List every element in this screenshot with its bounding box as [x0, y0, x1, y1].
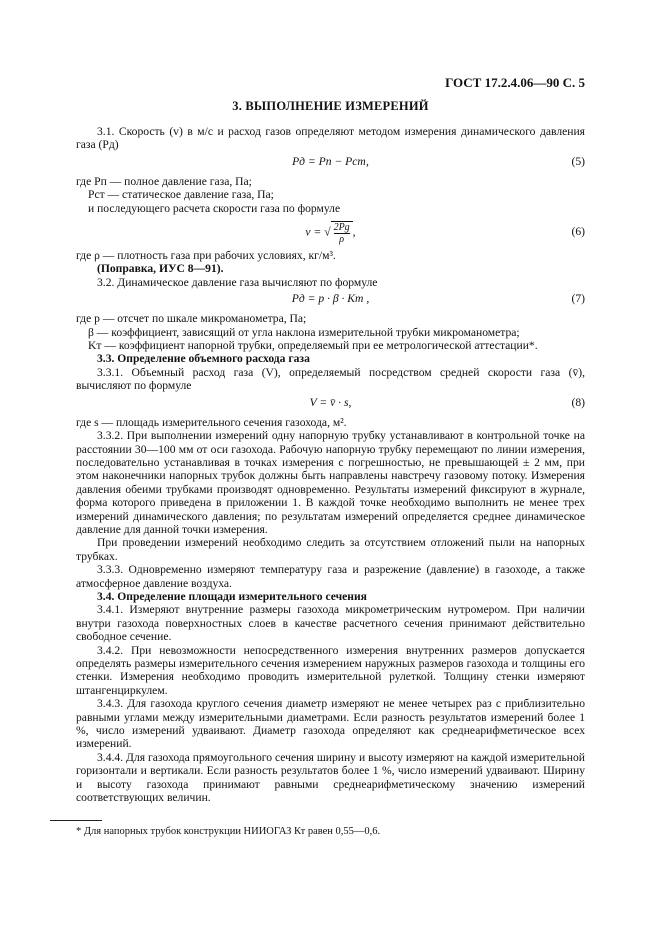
formula-8 — [76, 393, 585, 416]
formula-8-number: (8) — [571, 395, 585, 409]
formula-7 — [76, 289, 585, 312]
paragraph-3-4-4: 3.4.4. Для газохода прямоугольного сечения ширину и высоту измеряют на каждой измерительной горизонтали и вертикали. Если разность результатов более 1 %, число измерений удваивают. Ширину и высоту газохода принимают равными среднеарифметическому значению измерений соответствующих величин. — [76, 750, 585, 805]
where-s: где s — площадь измерительного сечения газохода, м². — [76, 415, 347, 429]
formula-6 — [76, 215, 585, 249]
paragraph-3-1: 3.1. Скорость (v) в м/с и расход газов определяют методом измерения динамического давления газа (Pд) — [76, 125, 585, 152]
formula-6-numerator: 2Pg — [333, 222, 350, 234]
formula-8-expr: V = v̄ · s, — [309, 395, 352, 409]
subsection-3-3: 3.3. Определение объемного расхода газа — [97, 352, 310, 366]
paragraph-dust: При проведении измерений необходимо следить за отсутствием отложений пыли на напорных трубках. — [76, 536, 585, 563]
paragraph-3-4-1: 3.4.1. Измеряют внутренние размеры газохода микрометрическим нутромером. При наличии внутри газохода поверхностных слоев в качестве расчетного сечения принимают действительно свободное сечение. — [76, 603, 585, 644]
formula-6-tail: , — [352, 225, 356, 239]
paragraph-3-4-2: 3.4.2. При невозможности непосредственного измерения внутренних размеров допускается определять размеры измерительного сечения измерением наружных размеров газохода и толщины его стенки. Измерения необходимо проводить измерительной рулеткой. Толщину стенки измеряют штангенциркулем. — [76, 643, 585, 697]
paragraph-3-2: 3.2. Динамическое давление газа вычисляют по формуле — [97, 275, 378, 289]
where-pst: Pст — статическое давление газа, Па; — [88, 188, 274, 202]
where-rho: где ρ — плотность газа при рабочих условиях, кг/м³. — [76, 249, 336, 263]
amendment-note: (Поправка, ИУС 8—91). — [97, 262, 224, 276]
formula-7-number: (7) — [571, 292, 585, 306]
and-calc: и последующего расчета скорости газа по формуле — [88, 201, 341, 215]
document-body — [76, 125, 585, 804]
where-pp: где Pп — полное давление газа, Па; — [76, 174, 252, 188]
subsection-3-4: 3.4. Определение площади измерительного сечения — [97, 589, 367, 603]
paragraph-3-3-2: 3.3.2. При выполнении измерений одну напорную трубку устанавливают в контрольной точке на расстоянии 30—100 мм от оси газохода. Рабочую напорную трубку перемещают по линии измерения, последовательно устанавливая в точках измерения с погрешностью, не превышающей ± 2 мм, при этом наконечники напорных трубок должны быть направлены навстречу газовому потоку. Измерения давления обеими трубками производят одновременно. Результаты измерений фиксируют в журнале, форма которого приведена в приложении 1. В каждой точке необходимо выполнить не менее трех измерений динамического давления; по результатам измерений определяется среднее динамическое давление для данной точки измерения. — [76, 429, 585, 536]
section-title: 3. ВЫПОЛНЕНИЕ ИЗМЕРЕНИЙ — [232, 99, 429, 113]
where-beta: β — коэффициент, зависящий от угла наклона измерительной трубки микроманометра; — [88, 325, 520, 339]
page-header: ГОСТ 17.2.4.06—90 С. 5 — [445, 75, 585, 90]
formula-6-lhs: v = √ — [305, 225, 331, 239]
paragraph-3-3-1: 3.3.1. Объемный расход газа (V), определяемый посредством средней скорости газа (v̄), вычисляют по формуле — [76, 365, 585, 393]
formula-7-expr: Pд = p · β · Kт , — [291, 292, 370, 306]
footnote-divider — [50, 820, 102, 821]
formula-6-denominator: ρ — [339, 234, 345, 246]
formula-6-fraction — [331, 221, 353, 245]
formula-6-expr — [76, 221, 585, 245]
formula-5 — [76, 152, 585, 175]
formula-5-expr: Pд = Pп − Pст, — [292, 154, 369, 168]
paragraph-3-4-3: 3.4.3. Для газохода круглого сечения диаметр измеряют не менее четырех раз с приблизительно равными углами между измерительными диаметрами. Если разность результатов измерений более 1 %, число измерений удваивают. Диаметр газохода определяют как среднеарифметическое всех измерений. — [76, 697, 585, 751]
formula-6-number: (6) — [571, 225, 585, 239]
paragraph-3-3-3: 3.3.3. Одновременно измеряют температуру газа и разрежение (давление) в газоходе, а также атмосферное давление воздуха. — [76, 563, 585, 590]
footnote: * Для напорных трубок конструкции НИИОГАЗ Кт равен 0,55—0,6. — [76, 826, 381, 837]
where-kt: Kт — коэффициент напорной трубки, определяемый при ее метрологической аттестации*. — [88, 339, 538, 353]
formula-5-number: (5) — [571, 154, 585, 168]
where-p: где p — отсчет по шкале микроманометра, Па; — [76, 312, 307, 326]
